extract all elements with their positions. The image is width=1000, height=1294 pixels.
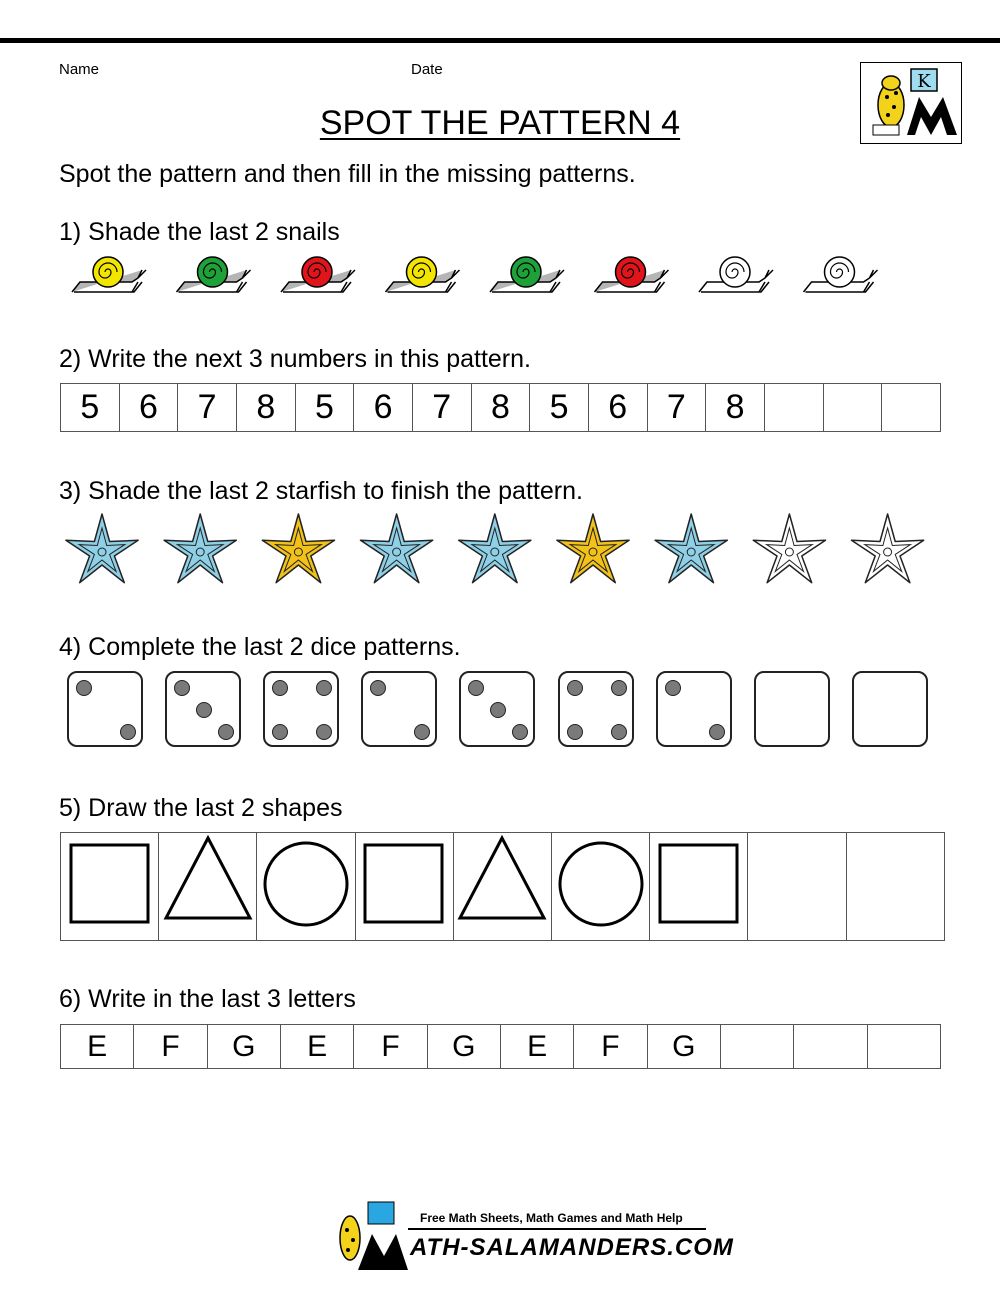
die-pip — [512, 724, 528, 740]
starfish-icon — [557, 514, 629, 583]
number-cell: 7 — [647, 384, 706, 432]
die-pip — [370, 680, 386, 696]
number-cell: 7 — [178, 384, 237, 432]
footer-tagline: Free Math Sheets, Math Games and Math Help — [420, 1211, 683, 1225]
die-face — [165, 671, 241, 747]
die-pip — [567, 680, 583, 696]
square-shape-cell — [650, 833, 748, 941]
starfish-icon[interactable] — [753, 514, 825, 583]
snail-icon — [177, 257, 251, 292]
letter-cell: E — [61, 1025, 134, 1069]
number-cell[interactable] — [823, 384, 882, 432]
die-pip — [272, 680, 288, 696]
triangle-shape-cell — [453, 833, 551, 941]
snail-icon — [386, 257, 460, 292]
empty-shape-cell[interactable] — [846, 833, 944, 941]
footer-brand: ATH-SALAMANDERS.COM — [410, 1234, 734, 1261]
die-pip — [174, 680, 190, 696]
q3-prompt: 3) Shade the last 2 starfish to finish the pattern. — [59, 477, 583, 505]
letter-cell: G — [207, 1025, 280, 1069]
empty-die[interactable] — [754, 671, 830, 747]
die-pip — [316, 680, 332, 696]
number-cell: 8 — [706, 384, 765, 432]
number-cell: 5 — [295, 384, 354, 432]
number-cell: 8 — [471, 384, 530, 432]
square-icon — [62, 834, 158, 934]
number-cell: 5 — [530, 384, 589, 432]
q6-prompt: 6) Write in the last 3 letters — [59, 985, 356, 1013]
die-pip — [76, 680, 92, 696]
letter-cell[interactable] — [867, 1025, 940, 1069]
starfish-icon — [459, 514, 531, 583]
q4-prompt: 4) Complete the last 2 dice patterns. — [59, 633, 461, 661]
die-face — [67, 671, 143, 747]
snail-icon — [595, 257, 669, 292]
die-pip — [468, 680, 484, 696]
die-face — [361, 671, 437, 747]
number-cell: 6 — [588, 384, 647, 432]
letter-pattern-table — [60, 1024, 941, 1069]
q5-prompt: 5) Draw the last 2 shapes — [59, 794, 343, 822]
letter-cell: F — [134, 1025, 207, 1069]
square-shape-cell — [61, 833, 159, 941]
triangle-icon — [454, 834, 550, 934]
circle-shape-cell — [257, 833, 355, 941]
q2-prompt: 2) Write the next 3 numbers in this pattern. — [59, 345, 531, 373]
triangle-shape-cell — [159, 833, 257, 941]
number-cell: 5 — [61, 384, 120, 432]
die-pip — [414, 724, 430, 740]
square-icon — [651, 834, 747, 934]
letter-cell: F — [354, 1025, 427, 1069]
number-cell[interactable] — [882, 384, 941, 432]
number-pattern-table — [60, 383, 941, 432]
number-cell: 6 — [354, 384, 413, 432]
snail-icon — [72, 257, 146, 292]
letter-cell[interactable] — [794, 1025, 867, 1069]
letter-cell: E — [500, 1025, 573, 1069]
instructions: Spot the pattern and then fill in the missing patterns. — [59, 160, 636, 188]
triangle-icon — [160, 834, 256, 934]
die-pip — [120, 724, 136, 740]
number-cell: 8 — [236, 384, 295, 432]
circle-shape-cell — [551, 833, 649, 941]
letter-cell: E — [280, 1025, 353, 1069]
name-label: Name — [59, 61, 100, 78]
die-face — [263, 671, 339, 747]
starfish-icon — [262, 514, 334, 583]
die-pip — [567, 724, 583, 740]
starfish-icon — [655, 514, 727, 583]
snail-icon — [281, 257, 355, 292]
letter-cell: G — [647, 1025, 720, 1069]
die-pip — [218, 724, 234, 740]
die-face — [459, 671, 535, 747]
die-pip — [316, 724, 332, 740]
page-title: SPOT THE PATTERN 4 — [319, 104, 681, 142]
die-face — [558, 671, 634, 747]
logo-letter: K — [917, 71, 931, 92]
die-pip — [272, 724, 288, 740]
letter-cell: F — [574, 1025, 647, 1069]
snail-row — [60, 252, 900, 302]
die-pip — [611, 724, 627, 740]
starfish-icon — [164, 514, 236, 583]
number-cell: 7 — [412, 384, 471, 432]
starfish-icon — [361, 514, 433, 583]
die-pip — [196, 702, 212, 718]
number-cell[interactable] — [764, 384, 823, 432]
square-icon — [356, 834, 452, 934]
circle-icon — [553, 834, 649, 934]
square-shape-cell — [355, 833, 453, 941]
starfish-row — [60, 510, 940, 592]
circle-icon — [258, 834, 354, 934]
top-rule — [0, 38, 1000, 43]
shape-pattern-table — [60, 832, 945, 941]
empty-shape-cell[interactable] — [748, 833, 846, 941]
die-pip — [665, 680, 681, 696]
footer-rule — [408, 1228, 706, 1230]
empty-die[interactable] — [852, 671, 928, 747]
starfish-icon[interactable] — [852, 514, 924, 583]
die-pip — [611, 680, 627, 696]
die-face — [656, 671, 732, 747]
snail-icon[interactable] — [804, 257, 878, 292]
letter-cell: G — [427, 1025, 500, 1069]
snail-icon — [490, 257, 564, 292]
starfish-icon — [66, 514, 138, 583]
number-cell: 6 — [119, 384, 178, 432]
date-label: Date — [411, 61, 443, 78]
die-pip — [709, 724, 725, 740]
snail-icon[interactable] — [699, 257, 773, 292]
letter-cell[interactable] — [720, 1025, 793, 1069]
die-pip — [490, 702, 506, 718]
footer-salamander-icon — [328, 1200, 408, 1272]
q1-prompt: 1) Shade the last 2 snails — [59, 218, 340, 246]
